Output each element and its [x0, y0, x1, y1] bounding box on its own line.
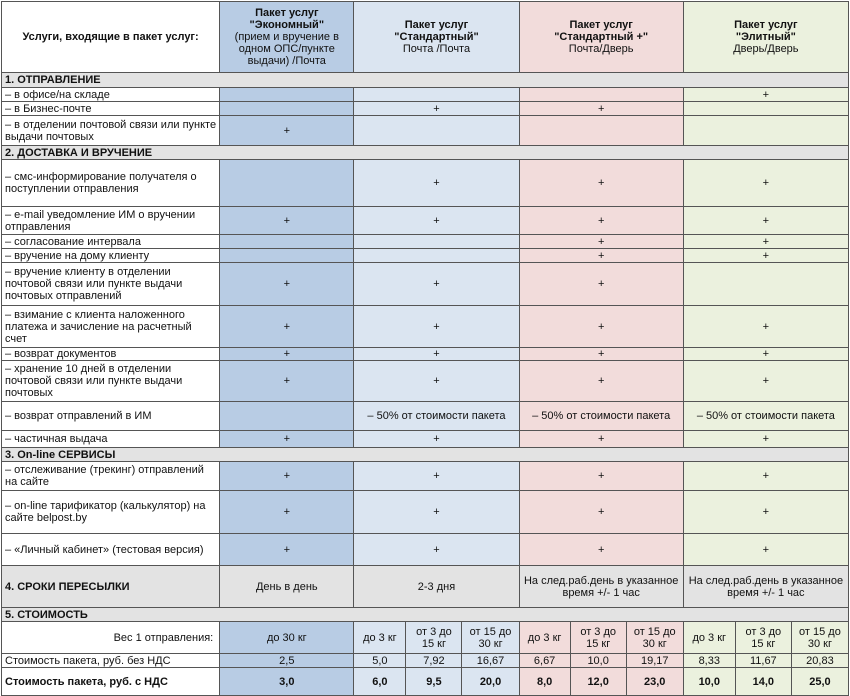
- price-vat-row-cell: 6,0: [354, 668, 406, 696]
- package-cell: +: [683, 235, 848, 249]
- package-cell: +: [220, 462, 354, 491]
- service-row: [2, 348, 849, 361]
- service-label: – вручение клиенту в отделении почтовой связи или пункте выдачи почтовых отправлений: [2, 263, 220, 306]
- package-cell: +: [683, 207, 848, 235]
- package-cell: +: [519, 249, 683, 263]
- service-label: – «Личный кабинет» (тестовая версия): [2, 534, 220, 566]
- weight-row-cell: от 15 до 30 кг: [462, 622, 519, 654]
- package-cell: +: [220, 348, 354, 361]
- service-row: [2, 263, 849, 306]
- package-cell: +: [354, 534, 519, 566]
- package-cell: +: [683, 160, 848, 207]
- service-row: [2, 160, 849, 207]
- package-cell: +: [683, 249, 848, 263]
- section-title: 1. ОТПРАВЛЕНИЕ: [2, 73, 849, 88]
- package-cell: +: [220, 491, 354, 534]
- package-desc: Почта /Почта: [402, 43, 471, 55]
- section-row: [2, 146, 849, 160]
- service-label: – в офисе/на складе: [2, 88, 220, 102]
- price-no-vat-row-cell: 16,67: [462, 654, 519, 668]
- weight-row-cell: до 30 кг: [220, 622, 354, 654]
- service-label: – в Бизнес-почте: [2, 102, 220, 116]
- package-title: Пакет услуг: [569, 19, 633, 31]
- price-no-vat-row-cell: 10,0: [570, 654, 626, 668]
- price-no-vat-row-cell: 8,33: [683, 654, 735, 668]
- package-cell: +: [519, 306, 683, 348]
- service-label: – взимание с клиента наложенного платежа и зачисление на расчетный счет: [2, 306, 220, 348]
- term-cell: На след.раб.день в указанное время +/- 1 час: [519, 566, 683, 608]
- package-cell: +: [220, 207, 354, 235]
- price-vat-row-label: Стоимость пакета, руб. с НДС: [2, 668, 220, 696]
- package-cell: +: [683, 462, 848, 491]
- service-label: – хранение 10 дней в отделении почтовой связи или пункте выдачи почтовых: [2, 361, 220, 402]
- service-row: [2, 534, 849, 566]
- package-cell: +: [220, 306, 354, 348]
- package-cell: +: [354, 102, 519, 116]
- package-cell: [354, 235, 519, 249]
- package-cell: +: [519, 491, 683, 534]
- price-vat-row: [2, 668, 849, 696]
- price-no-vat-row-label: Стоимость пакета, руб. без НДС: [2, 654, 220, 668]
- services-header: Услуги, входящие в пакет услуг:: [2, 2, 220, 73]
- service-row: [2, 361, 849, 402]
- package-cell: [354, 249, 519, 263]
- package-cell: +: [220, 534, 354, 566]
- section-row: [2, 73, 849, 88]
- package-cell: [220, 102, 354, 116]
- package-cell: +: [354, 361, 519, 402]
- term-cell: День в день: [220, 566, 354, 608]
- package-cell: +: [683, 306, 848, 348]
- package-cell: +: [519, 361, 683, 402]
- service-label: – в отделении почтовой связи или пункте выдачи почтовых: [2, 116, 220, 146]
- package-cell: +: [683, 348, 848, 361]
- service-label: – e-mail уведомление ИМ о вручении отправления: [2, 207, 220, 235]
- price-vat-row-cell: 8,0: [519, 668, 570, 696]
- package-cell: +: [354, 306, 519, 348]
- package-cell: +: [519, 207, 683, 235]
- price-no-vat-row-cell: 19,17: [626, 654, 683, 668]
- price-vat-row-cell: 14,0: [735, 668, 791, 696]
- service-row: [2, 431, 849, 448]
- weight-row-cell: до 3 кг: [519, 622, 570, 654]
- package-economy-header: [220, 2, 354, 73]
- service-row: [2, 306, 849, 348]
- price-vat-row-cell: 20,0: [462, 668, 519, 696]
- package-title: Пакет услуг: [734, 19, 798, 31]
- section-title: 3. On-line СЕРВИСЫ: [2, 448, 849, 462]
- package-cell: +: [519, 102, 683, 116]
- package-cell: +: [354, 462, 519, 491]
- service-label: – вручение на дому клиенту: [2, 249, 220, 263]
- package-cell: +: [683, 88, 848, 102]
- weight-row-cell: от 15 до 30 кг: [791, 622, 848, 654]
- package-cell: +: [683, 361, 848, 402]
- package-cell: [220, 160, 354, 207]
- terms-row: [2, 566, 849, 608]
- price-vat-row-cell: 23,0: [626, 668, 683, 696]
- package-cell: [683, 263, 848, 306]
- package-cell: +: [519, 462, 683, 491]
- package-cell: [683, 102, 848, 116]
- package-title: Пакет услуг: [404, 19, 469, 31]
- package-standard-header: [354, 2, 519, 73]
- package-cell: – 50% от стоимости пакета: [683, 402, 848, 431]
- package-cell: [683, 116, 848, 146]
- price-vat-row-cell: 9,5: [406, 668, 462, 696]
- package-cell: +: [354, 491, 519, 534]
- package-cell: [220, 235, 354, 249]
- service-row: [2, 116, 849, 146]
- weight-row-cell: до 3 кг: [354, 622, 406, 654]
- package-name: "Экономный": [249, 19, 325, 31]
- package-cell: +: [354, 207, 519, 235]
- package-name: "Стандартный": [394, 31, 479, 43]
- service-row: [2, 235, 849, 249]
- package-cell: [220, 88, 354, 102]
- package-cell: +: [354, 348, 519, 361]
- package-cell: +: [354, 263, 519, 306]
- weight-row: [2, 622, 849, 654]
- package-cell: +: [519, 235, 683, 249]
- section-row: [2, 608, 849, 622]
- term-cell: На след.раб.день в указанное время +/- 1 час: [683, 566, 848, 608]
- weight-row-cell: до 3 кг: [683, 622, 735, 654]
- price-no-vat-row-cell: 11,67: [735, 654, 791, 668]
- service-row: [2, 402, 849, 431]
- price-no-vat-row-cell: 2,5: [220, 654, 354, 668]
- service-label: – смс-информирование получателя о поступлении отправления: [2, 160, 220, 207]
- package-cell: +: [683, 491, 848, 534]
- package-desc: (прием и вручение в одном ОПС/пункте выдачи) /Почта: [234, 31, 339, 67]
- weight-row-cell: от 3 до 15 кг: [406, 622, 462, 654]
- package-standard-plus-header: [519, 2, 683, 73]
- service-label: – отслеживание (трекинг) отправлений на сайте: [2, 462, 220, 491]
- service-row: [2, 88, 849, 102]
- price-no-vat-row-cell: 7,92: [406, 654, 462, 668]
- service-label: – частичная выдача: [2, 431, 220, 448]
- section-title: 5. СТОИМОСТЬ: [2, 608, 849, 622]
- terms-title: 4. СРОКИ ПЕРЕСЫЛКИ: [2, 566, 220, 608]
- package-cell: +: [220, 263, 354, 306]
- package-cell: +: [220, 361, 354, 402]
- service-label: – возврат отправлений в ИМ: [2, 402, 220, 431]
- section-title: 2. ДОСТАВКА И ВРУЧЕНИЕ: [2, 146, 849, 160]
- package-title: Пакет услуг: [255, 7, 319, 19]
- service-label: – on-line тарификатор (калькулятор) на сайте belpost.by: [2, 491, 220, 534]
- package-name: "Стандартный +": [554, 31, 649, 43]
- price-no-vat-row: [2, 654, 849, 668]
- package-cell: +: [519, 348, 683, 361]
- service-label: – согласование интервала: [2, 235, 220, 249]
- package-cell: +: [683, 534, 848, 566]
- service-row: [2, 462, 849, 491]
- package-desc: Почта/Дверь: [568, 43, 634, 55]
- service-row: [2, 491, 849, 534]
- package-cell: – 50% от стоимости пакета: [519, 402, 683, 431]
- package-cell: +: [220, 116, 354, 146]
- price-no-vat-row-cell: 20,83: [791, 654, 848, 668]
- package-cell: +: [519, 263, 683, 306]
- weight-row-cell: от 3 до 15 кг: [735, 622, 791, 654]
- package-cell: +: [519, 160, 683, 207]
- section-row: [2, 448, 849, 462]
- package-cell: – 50% от стоимости пакета: [354, 402, 519, 431]
- package-cell: [220, 249, 354, 263]
- package-name: "Элитный": [735, 31, 796, 43]
- package-elite-header: [683, 2, 848, 73]
- price-vat-row-cell: 12,0: [570, 668, 626, 696]
- package-cell: [354, 116, 519, 146]
- price-vat-row-cell: 3,0: [220, 668, 354, 696]
- package-desc: Дверь/Дверь: [733, 43, 799, 55]
- weight-row-label: Вес 1 отправления:: [2, 622, 220, 654]
- package-cell: [519, 88, 683, 102]
- package-cell: +: [519, 431, 683, 448]
- package-cell: [220, 402, 354, 431]
- package-cell: +: [220, 431, 354, 448]
- term-cell: 2-3 дня: [354, 566, 519, 608]
- package-cell: +: [354, 431, 519, 448]
- price-vat-row-cell: 25,0: [791, 668, 848, 696]
- price-no-vat-row-cell: 6,67: [519, 654, 570, 668]
- price-no-vat-row-cell: 5,0: [354, 654, 406, 668]
- service-row: [2, 102, 849, 116]
- service-row: [2, 249, 849, 263]
- tariff-table: [1, 1, 849, 696]
- weight-row-cell: от 3 до 15 кг: [570, 622, 626, 654]
- service-label: – возврат документов: [2, 348, 220, 361]
- package-cell: +: [519, 534, 683, 566]
- package-cell: +: [354, 160, 519, 207]
- weight-row-cell: от 15 до 30 кг: [626, 622, 683, 654]
- price-vat-row-cell: 10,0: [683, 668, 735, 696]
- package-cell: [519, 116, 683, 146]
- package-cell: [354, 88, 519, 102]
- header-row: [2, 2, 849, 73]
- package-cell: +: [683, 431, 848, 448]
- service-row: [2, 207, 849, 235]
